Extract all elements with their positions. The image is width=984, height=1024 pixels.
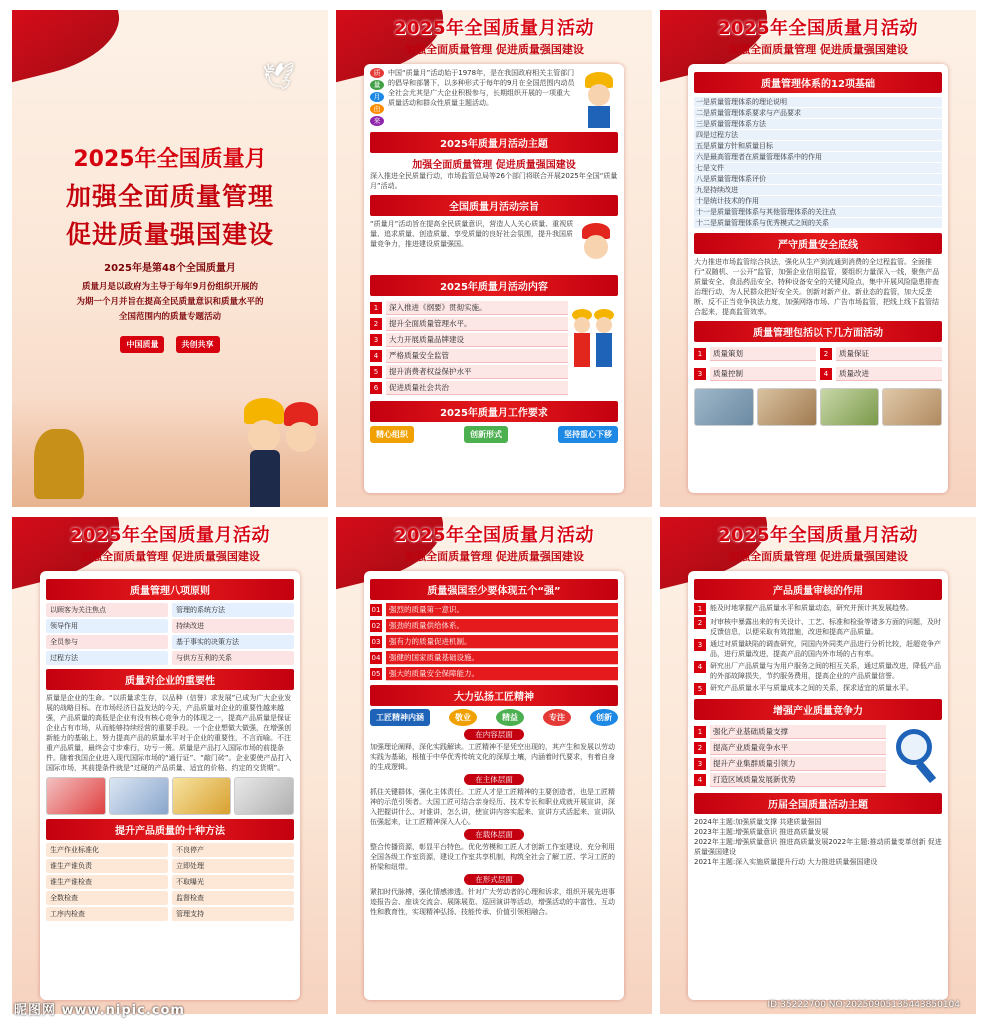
craft-word-4: 创新 — [590, 709, 618, 726]
illustration-image — [109, 777, 169, 815]
principles-heading: 质量管理八项原则 — [46, 579, 294, 600]
origin-char-3: 月 — [370, 92, 384, 102]
photo-image — [757, 388, 817, 426]
audit-card — [688, 571, 948, 1000]
importance-text: 质量是企业的生命。“以质量求生存，以品种（信誉）求发展”已成为广大企业发展的战略目标。在市场经济日益发达的今天，产品质量对企业的重要性越来越强，产品质量的高低是企业有没有核心竞争力的体现之一，提高产品质量是保证企业占有市场，从而能够持续经营的重要手段。一个企业想做大做强，在增强创新能力的基础上，努力提高产品的质量水平对于企业的重要性，不言而喻。不注重产品质量，最终会寸步难行，功亏一篑。质量是产品打入国际市场的前提条件。随着我国企业进入现代国际市场的“通行证”、“敲门砖”。企业要使产品打入国际市场，其前提条件就是“过硬的产品质量、适宜的价格、约定的交货期”。 — [46, 694, 292, 772]
compete-item: 3 提升产业集群质量引领力 — [694, 757, 886, 771]
safety-heading: 严守质量安全底线 — [694, 233, 942, 254]
panel-title: 2025年全国质量月活动 — [393, 525, 595, 546]
cover-title: 2025年全国质量月 — [73, 147, 267, 172]
principle-item: 基于事实的决策方法 — [172, 635, 294, 649]
principle-item: 领导作用 — [46, 619, 168, 633]
content-heading: 2025年质量月活动内容 — [370, 275, 618, 296]
method-item: 工序内检查 — [46, 907, 168, 921]
craft-word-3: 专注 — [543, 709, 571, 726]
audit-item: 1 能及时地掌握产品质量水平和质量动态，研究并预计其发展趋势。 — [694, 603, 942, 615]
importance-heading: 质量对企业的重要性 — [46, 669, 294, 690]
level-text: 紧扣时代脉搏，强化情感渗透。针对广大劳动者的心理和诉求，组织开展先进事迹报告会、座谈交流会、展陈展览、巡回演讲等活动，增强活动的丰富性、互动性和教育性，实现精神弘扬、技能传承、价值引领相融合。 — [370, 888, 615, 916]
audit-item: 3 通过对质量缺陷的调查研究，同国内外同类产品进行分析比较，赶超竞争产品，进行质量改进，提高产品的国内外市场的占有率。 — [694, 639, 942, 659]
level-heading: 在形式层面 — [464, 874, 524, 885]
method-item: 监督检查 — [172, 891, 294, 905]
panel-subtitle: 加强全面质量管理 促进质量强国建设 — [80, 550, 260, 563]
magnifier-illustration — [886, 723, 942, 785]
craft-heading: 大力弘扬工匠精神 — [370, 685, 618, 706]
poster-audit — [660, 517, 976, 1014]
history-item: 2024年主题:加强质量支撑 共建质量强国 — [694, 818, 822, 826]
principle-item: 与供方互利的关系 — [172, 651, 294, 665]
cover-desc1: 质量月是以政府为主导于每年9月份组织开展的 — [82, 282, 258, 292]
audit-heading: 产品质量审核的作用 — [694, 579, 942, 600]
dove-icon: 🕊 — [262, 62, 296, 92]
principle-item: 持续改进 — [172, 619, 294, 633]
poster-principles — [12, 517, 328, 1014]
aspect-item: 4 质量改进 — [820, 367, 942, 381]
theme-desc: 深入推进全民质量行动，市场监管总局等26个部门将联合开展2025年全国“质量月”活动。 — [370, 172, 618, 190]
content-item: 1 深入推进《纲要》贯彻实施。 — [370, 301, 568, 315]
strong-item: 02 强劲的质量供给体系。 — [370, 619, 618, 633]
basis-item: 十二是质量管理体系与优秀模式之间的关系 — [694, 218, 942, 228]
basis-item: 十是统计技术的作用 — [694, 196, 942, 206]
origin-char-5: 来 — [370, 116, 384, 126]
panel-title: 2025年全国质量月活动 — [717, 525, 919, 546]
strong-item: 01 强烈的质量第一意识。 — [370, 603, 618, 617]
watermark-right: ID:35222700 NO:20250905135443850104 — [767, 1000, 960, 1010]
worker2-face-icon — [286, 422, 316, 452]
panel-subtitle: 加强全面质量管理 促进质量强国建设 — [404, 43, 584, 56]
req-tag-2: 创新形式 — [464, 426, 508, 443]
worker-face-icon — [248, 420, 280, 452]
origin-text: 中国“质量月”活动始于1978年，是在我国政府相关主管部门的倡导和部署下，以多种形式于每年的9月在全国范围内动员全社会尤其是广大企业积极参与，长期组织开展的一项重大质量活动和群众性质量主题活动。 — [388, 69, 575, 107]
slogan-1: 中国质量 — [120, 336, 164, 353]
basis-item: 一是质量管理体系的理论说明 — [694, 97, 942, 107]
engineer-illustration — [574, 219, 618, 271]
workers-illustration — [568, 299, 618, 397]
craft-label: 工匠精神内涵 — [370, 709, 430, 726]
audit-item: 4 研究出厂产品质量与为用户服务之间的相互关系，通过质量改进，降低产品的外部故障损失，节约服务费用，提高企业的产品质量信誉。 — [694, 661, 942, 681]
principle-item: 全员参与 — [46, 635, 168, 649]
photo-image — [882, 388, 942, 426]
content-item: 5 提升消费者权益保护水平 — [370, 365, 568, 379]
basis-item: 七是文件 — [694, 163, 942, 173]
method-item: 生产作业标准化 — [46, 843, 168, 857]
method-item: 谁生产谁负责 — [46, 859, 168, 873]
aspects-heading: 质量管理包括以下几方面活动 — [694, 321, 942, 342]
method-item: 不良停产 — [172, 843, 294, 857]
illustration-image — [172, 777, 232, 815]
method-item: 立即处理 — [172, 859, 294, 873]
aspect-item: 2 质量保证 — [820, 347, 942, 361]
history-item: 2023年主题:增强质量意识 推进高质量发展 — [694, 828, 829, 836]
strong-item: 04 强健的国家质量基础设施。 — [370, 651, 618, 665]
principle-item: 以顾客为关注焦点 — [46, 603, 168, 617]
compete-item: 4 打造区域质量发展新优势 — [694, 773, 886, 787]
craftsman-card — [364, 571, 624, 1000]
basis-item: 四是过程方法 — [694, 130, 942, 140]
history-heading: 历届全国质量活动主题 — [694, 793, 942, 814]
method-item: 谁生产谁检查 — [46, 875, 168, 889]
panel-subtitle: 加强全面质量管理 促进质量强国建设 — [404, 550, 584, 563]
level-heading: 在载体层面 — [464, 829, 524, 840]
basis-item: 十一是质量管理体系与其他管理体系的关注点 — [694, 207, 942, 217]
content-item: 6 促进质量社会共治 — [370, 381, 568, 395]
system-card — [688, 64, 948, 493]
principles-card — [40, 571, 300, 1000]
craft-word-2: 精益 — [496, 709, 524, 726]
origin-char-1: 质 — [370, 68, 384, 78]
methods-heading: 提升产品质量的十种方法 — [46, 819, 294, 840]
strong-item: 03 强有力的质量促进机制。 — [370, 635, 618, 649]
compete-heading: 增强产业质量竞争力 — [694, 699, 942, 720]
basis-item: 二是质量管理体系要求与产品要求 — [694, 108, 942, 118]
basis-item: 五是质量方针和质量目标 — [694, 141, 942, 151]
strong-heading: 质量强国至少要体现五个“强” — [370, 579, 618, 600]
craft-word-1: 敬业 — [449, 709, 477, 726]
method-item: 全数检查 — [46, 891, 168, 905]
method-item: 管理支持 — [172, 907, 294, 921]
compete-item: 2 提高产业质量竞争水平 — [694, 741, 886, 755]
basis-item: 六是最高管理者在质量管理体系中的作用 — [694, 152, 942, 162]
compete-item: 1 强化产业基础质量支撑 — [694, 725, 886, 739]
level-heading: 在内容层面 — [464, 729, 524, 740]
basis-heading: 质量管理体系的12项基础 — [694, 72, 942, 93]
worker-body-icon — [250, 450, 280, 507]
panel-subtitle: 加强全面质量管理 促进质量强国建设 — [728, 550, 908, 563]
level-heading: 在主体层面 — [464, 774, 524, 785]
illustration-image — [46, 777, 106, 815]
poster-activity — [336, 10, 652, 507]
content-item: 3 大力开展质量品牌建设 — [370, 333, 568, 347]
origin-char-4: 由 — [370, 104, 384, 114]
panel-title: 2025年全国质量月活动 — [69, 525, 271, 546]
strong-item: 05 强大的质量安全保障能力。 — [370, 667, 618, 681]
history-item: 2022年主题:增强质量意识 推进高质量发展2022年主题:推动质量变革创新 促进质量强国建设 — [694, 838, 942, 856]
level-text: 整合传播资源，彰显平台特色。优化劳模和工匠人才创新工作室建设，充分利用全国各级工作室资源，建设工作室共享机制，构筑全社会了解工匠、学习工匠的桥梁和纽带。 — [370, 843, 615, 871]
cover-line1: 加强全面质量管理 — [65, 182, 274, 211]
poster-system — [660, 10, 976, 507]
level-text: 加强理论阐释，深化实践解读。工匠精神不是凭空出现的，其产生和发展以劳动实践为基础，根植于中华优秀传统文化的深厚土壤，内涵着时代要求，有着自身的生成逻辑。 — [370, 743, 615, 771]
level-text: 抓住关键群体，强化主体责任。工匠人才是工匠精神的主要创造者，也是工匠精神的示范引领者。大国工匠可结合亲身经历、技术专长和职业成就开展宣讲，深入把握讲什么、对谁讲、怎么讲，使宣讲内容实起来、宣讲方式活起来、宣讲队伍强起来，让工匠精神深入人心。 — [370, 788, 615, 826]
theme-text: 加强全面质量管理 促进质量强国建设 — [412, 160, 576, 171]
audit-item: 2 对审核中暴露出来的有关设计、工艺、标准和检验等诸多方面的问题，及时反馈信息，以便采取有效措施，改进和提高产品质量。 — [694, 617, 942, 637]
origin-char-2: 量 — [370, 80, 384, 90]
req-tag-1: 精心组织 — [370, 426, 414, 443]
content-item: 4 严格质量安全监管 — [370, 349, 568, 363]
watermark-left: 昵图网 www.nipic.com — [14, 1003, 185, 1018]
activity-card — [364, 64, 624, 493]
principle-item: 管理的系统方法 — [172, 603, 294, 617]
cover-badge: 2025年是第48个全国质量月 — [104, 263, 236, 274]
cover-line2: 促进质量强国建设 — [65, 220, 274, 249]
method-item: 不取曝光 — [172, 875, 294, 889]
theme-heading: 2025年质量月活动主题 — [370, 132, 618, 153]
audit-item: 5 研究产品质量水平与质量成本之间的关系，探求适宜的质量水平。 — [694, 683, 942, 695]
poster-craftsman — [336, 517, 652, 1014]
history-item: 2021年主题:深入实施质量提升行动 大力推进质量强国建设 — [694, 858, 878, 866]
cover-desc3: 全国范围内的质量专题活动 — [118, 312, 221, 322]
basis-item: 九是持续改进 — [694, 185, 942, 195]
photo-image — [820, 388, 880, 426]
poster-cover — [12, 10, 328, 507]
panel-subtitle: 加强全面质量管理 促进质量强国建设 — [728, 43, 908, 56]
aspect-item: 3 质量控制 — [694, 367, 816, 381]
photo-image — [694, 388, 754, 426]
purpose-text: “质量月”活动旨在提高全民质量意识，营造人人关心质量、重视质量、追求质量、创造质量、享受质量的良好社会氛围，提升我国质量竞争力，推进建设质量强国。 — [370, 220, 574, 248]
safety-text: 大力推进市场监管综合执法，强化从生产到流通到消费的全过程监管。全面推行“双随机、一公开”监管，加强企业信用监管，要组织力量深入一线，聚焦产品质量安全、食品药品安全、特种设备安全的关键风险点，集中开展风险隐患排查治理行动，为人民群众把好安全关。创新对新产业、新业态的监管，加大反垄断、反不正当竞争执法力度，加强网络市场、广告市场监管，把线上线下监管结合起来，提高监管效率。 — [694, 258, 940, 316]
slogan-2: 共创共享 — [176, 336, 220, 353]
aspect-item: 1 质量策划 — [694, 347, 816, 361]
basis-item: 八是质量管理体系评价 — [694, 174, 942, 184]
red-flag-icon — [12, 10, 129, 85]
requirement-heading: 2025年质量月工作要求 — [370, 401, 618, 422]
req-tag-3: 坚持重心下移 — [558, 426, 618, 443]
panel-title: 2025年全国质量月活动 — [393, 18, 595, 39]
purpose-heading: 全国质量月活动宗旨 — [370, 195, 618, 216]
lion-statue-image — [34, 429, 84, 499]
panel-title: 2025年全国质量月活动 — [717, 18, 919, 39]
basis-item: 三是质量管理体系方法 — [694, 119, 942, 129]
illustration-image — [234, 777, 294, 815]
cover-desc2: 为期一个月并旨在提高全民质量意识和质量水平的 — [76, 297, 264, 307]
principle-item: 过程方法 — [46, 651, 168, 665]
content-item: 2 提升全面质量管理水平。 — [370, 317, 568, 331]
worker-illustration — [580, 68, 618, 128]
